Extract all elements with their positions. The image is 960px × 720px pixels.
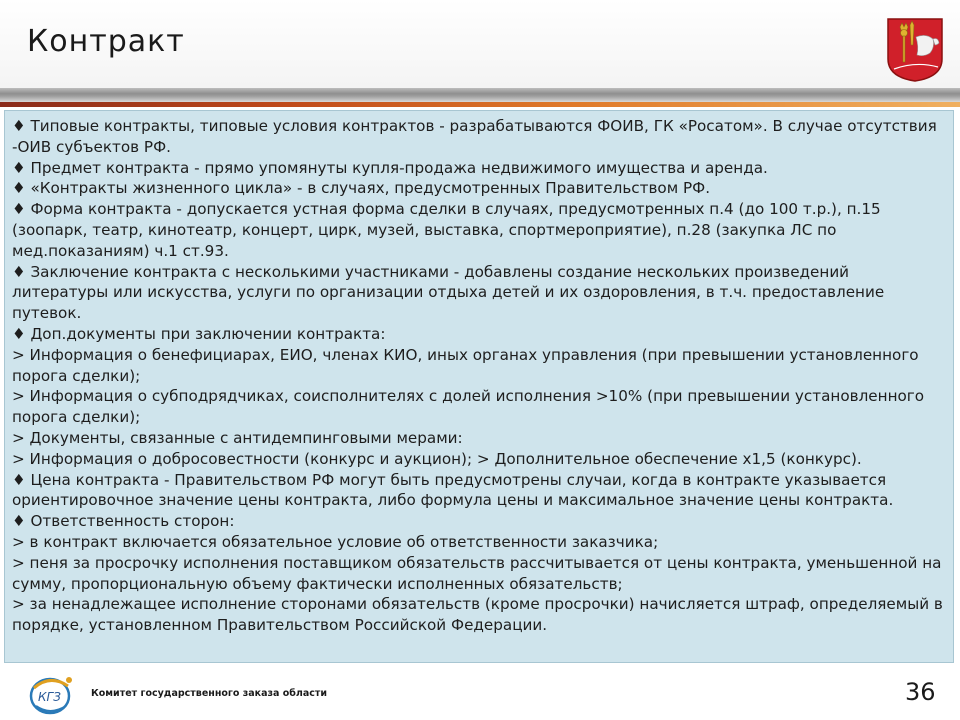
- content-paragraph: ♦ Цена контракта - Правительством РФ могут быть предусмотрены случаи, когда в контракте указывается ориентировочное значение цены контракта, либо формула цены и максимальное значение цены контракта.: [12, 470, 894, 510]
- header-divider: [0, 88, 960, 102]
- content-paragraph: ♦ «Контракты жизненного цикла» - в случаях, предусмотренных Правительством РФ.: [12, 179, 711, 198]
- footer-organization: Комитет государственного заказа области: [91, 688, 328, 699]
- content-paragraph: > за ненадлежащее исполнение сторонами обязательств (кроме просрочки) начисляется штраф, определяемый в порядке, установленном Правительством Российской Федерации.: [12, 595, 943, 635]
- content-paragraph: ♦ Типовые контракты, типовые условия контрактов - разрабатываются ФОИВ, ГК «Росатом». В случае отсутствия -ОИВ субъектов РФ.: [12, 117, 937, 156]
- content-paragraph: ♦ Предмет контракта - прямо упомянуты купля-продажа недвижимого имущества и аренда.: [12, 158, 768, 177]
- page-number: 36: [905, 678, 936, 706]
- content-paragraph: > Информация о добросовестности (конкурс и аукцион); > Дополнительное обеспечение х1,5 (конкурс).: [12, 449, 862, 468]
- slide-header: [0, 0, 960, 88]
- coat-of-arms-icon: [886, 17, 944, 83]
- content-paragraph: > пеня за просрочку исполнения поставщиком обязательств рассчитывается от цены контракта, уменьшенной на сумму, пропорциональную объему фактически исполненных обязательств;: [12, 553, 942, 593]
- content-paragraph: ♦ Форма контракта - допускается устная форма сделки в случаях, предусмотренных п.4 (до 100 т.р.), п.15 (зоопарк, театр, кинотеатр, концерт, цирк, музей, выставка, спортмероприятие), п.28 (закупка ЛС по мед.показаниям) ч.1 ст.93.: [12, 200, 881, 260]
- content-paragraph: > Документы, связанные с антидемпинговыми мерами:: [12, 428, 463, 447]
- kgz-logo-text: КГЗ: [38, 690, 61, 704]
- kgz-logo-icon: [24, 670, 80, 716]
- content-paragraph: ♦ Заключение контракта с несколькими участниками - добавлены создание нескольких произведений литературы или искусства, услуги по организации отдыха детей и их оздоровления, в т.ч. предоставление путевок.: [12, 262, 885, 323]
- slide-title: Контракт: [27, 24, 185, 59]
- content-paragraph: ♦ Доп.документы при заключении контракта:: [12, 324, 386, 343]
- header-accent-stripe: [0, 102, 960, 107]
- content-paragraph: > Информация о субподрядчиках, соисполнителях с долей исполнения >10% (при превышении установленного порога сделки);: [12, 387, 925, 427]
- content-paragraph: > в контракт включается обязательное условие об ответственности заказчика;: [12, 532, 659, 551]
- content-paragraph: > Информация о бенефициарах, ЕИО, членах КИО, иных органах управления (при превышении установленного порога сделки);: [12, 345, 919, 385]
- slide-footer: [0, 666, 960, 720]
- content-paragraph: ♦ Ответственность сторон:: [12, 512, 235, 531]
- content-panel: [4, 110, 954, 663]
